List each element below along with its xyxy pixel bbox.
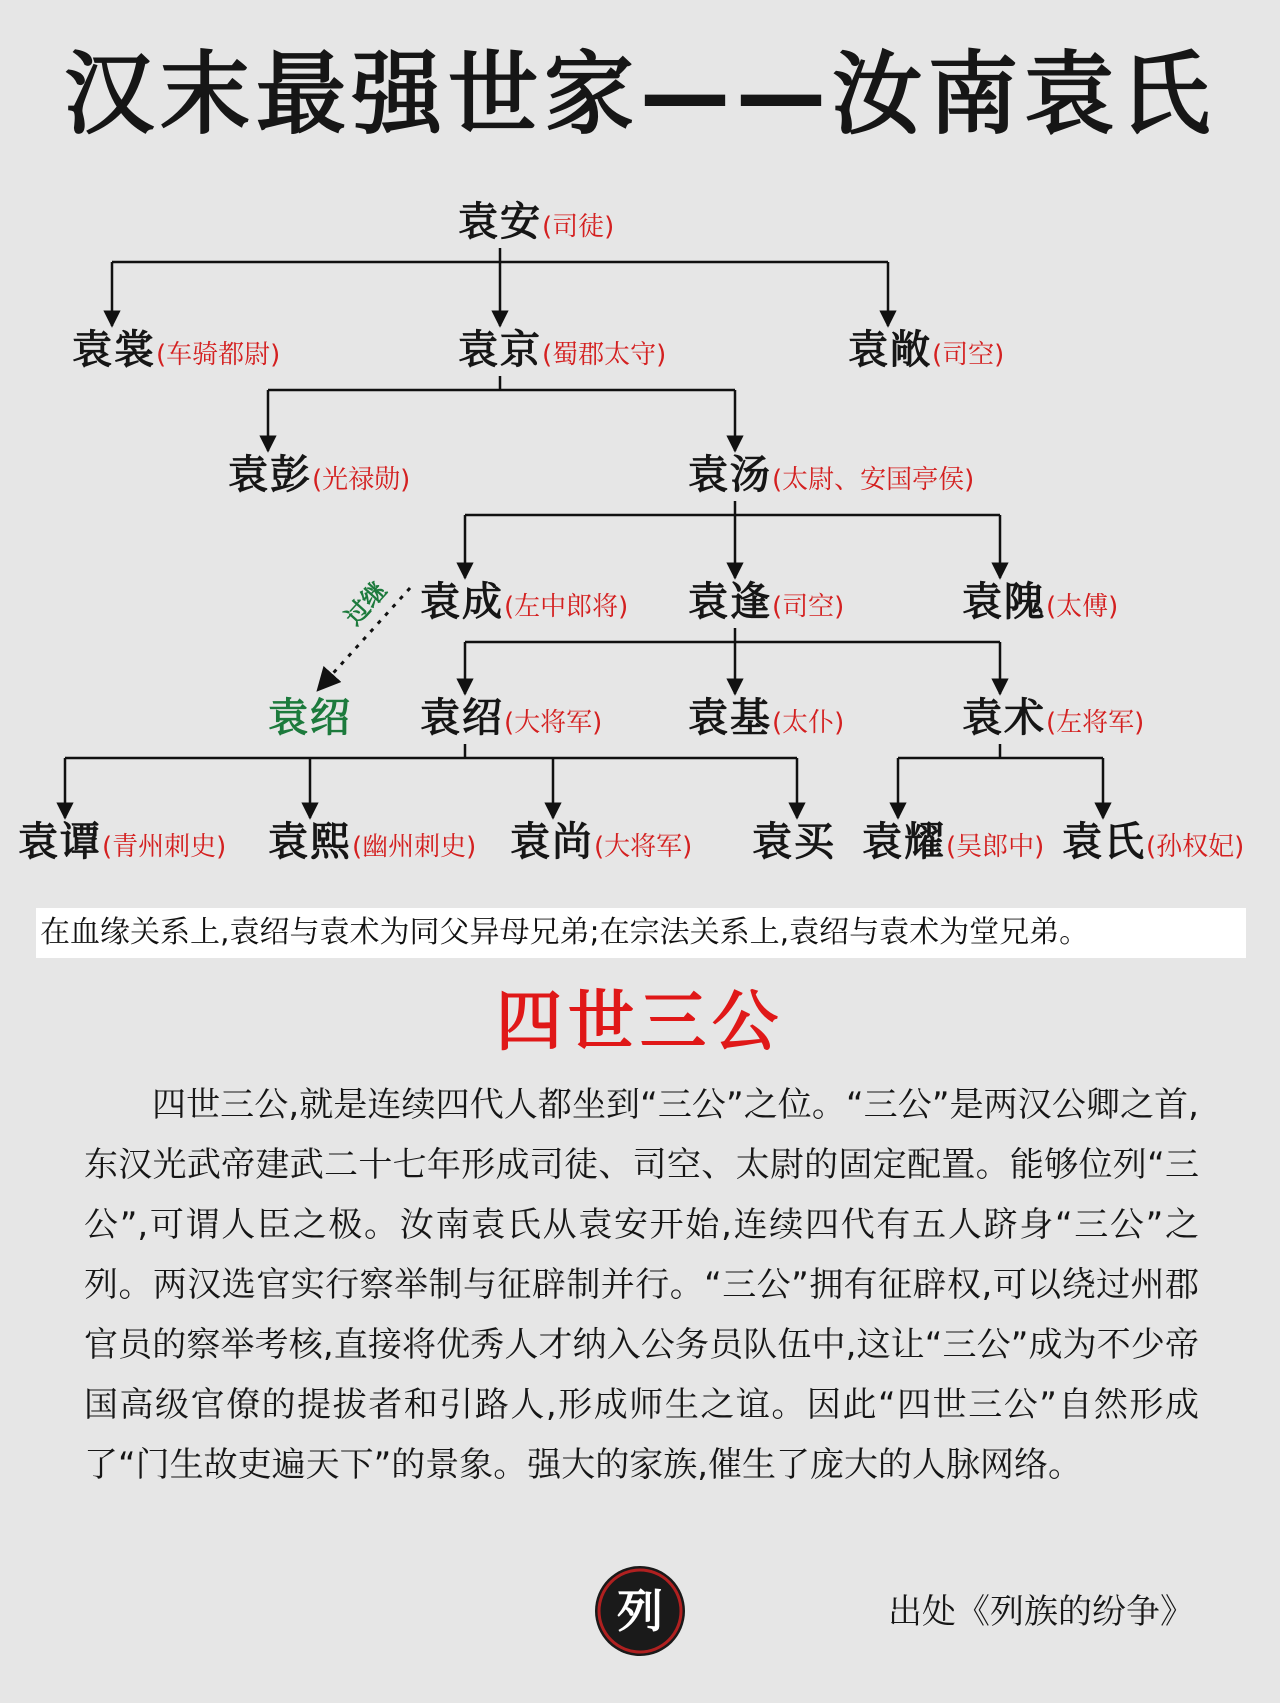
- tree-node-mai: [752, 817, 836, 867]
- page-title: 汉末最强世家——汝南袁氏: [64, 42, 1216, 147]
- tree-node-shu: [962, 693, 1144, 743]
- person-name: 袁隗: [962, 579, 1046, 625]
- tree-node-feng: [688, 577, 844, 627]
- adoption-label: 过继: [339, 576, 393, 631]
- body-paragraph: 四世三公,就是连续四代人都坐到“三公”之位。“三公”是两汉公卿之首,东汉光武帝建武二十七年形成司徒、司空、太尉的固定配置。能够位列“三公”,可谓人臣之极。汝南袁氏从袁安开始,连续四代有五人跻身“三公”之列。两汉选官实行察举制与征辟制并行。“三公”拥有征辟权,可以绕过州郡官员的察举考核,直接将优秀人才纳入公务员队伍中,这让“三公”成为不少帝国高级官僚的提拔者和引路人,形成师生之谊。因此“四世三公”自然形成了“门生故吏遍天下”的景象。强大的家族,催生了庞大的人脉网络。: [84, 1085, 1199, 1485]
- tree-node-yao: [862, 817, 1044, 867]
- official-title: (青州刺史): [102, 832, 227, 862]
- official-title: (幽州刺史): [352, 832, 477, 862]
- section-title: 四世三公: [496, 983, 784, 1060]
- tree-node-ji: [688, 693, 844, 743]
- tree-node-cheng: [420, 577, 628, 627]
- person-name: 袁氏: [1062, 819, 1146, 865]
- official-title: (太傅): [1046, 592, 1119, 622]
- person-name: 袁谭: [18, 819, 102, 865]
- tree-node-peng: [228, 450, 410, 500]
- person-name: 袁逢: [688, 579, 772, 625]
- svg-text:列: 列: [617, 1584, 663, 1638]
- official-title: (司徒): [542, 212, 615, 242]
- tree-node-wei: [962, 577, 1118, 627]
- person-name: 袁安: [458, 199, 542, 245]
- tree-node-chang: [72, 325, 280, 375]
- person-name: 袁术: [962, 695, 1046, 741]
- person-name: 袁耀: [862, 819, 946, 865]
- official-title: (大将军): [594, 832, 693, 862]
- official-title: (太尉、安国亭侯): [772, 465, 975, 495]
- official-title: (光禄勋): [312, 465, 411, 495]
- official-title: (车骑都尉): [156, 340, 281, 370]
- person-name: 袁尚: [510, 819, 594, 865]
- person-name: 袁汤: [688, 452, 772, 498]
- person-name: 袁成: [420, 579, 504, 625]
- official-title: (司空): [932, 340, 1005, 370]
- person-name: 袁裳: [72, 327, 156, 373]
- person-name: 袁敞: [848, 327, 932, 373]
- tree-node-tan: [18, 817, 226, 867]
- tree-node-tang: [688, 450, 974, 500]
- official-title: (司空): [772, 592, 845, 622]
- person-name: 袁基: [688, 695, 772, 741]
- person-name: 袁彭: [228, 452, 312, 498]
- tree-node-jing: [458, 325, 666, 375]
- official-title: (左将军): [1046, 708, 1145, 738]
- official-title: (左中郎将): [504, 592, 629, 622]
- tree-node-shao: [420, 693, 602, 743]
- tree-node-shi: [1062, 817, 1244, 867]
- logo-seal-icon: [592, 1563, 688, 1659]
- person-name: 袁绍: [268, 695, 352, 741]
- person-name: 袁绍: [420, 695, 504, 741]
- tree-node-shao_adopt: [268, 693, 352, 743]
- official-title: (孙权妃): [1146, 832, 1245, 862]
- source-citation: 出处《列族的纷争》: [888, 1592, 1194, 1632]
- person-name: 袁买: [752, 819, 836, 865]
- person-name: 袁熙: [268, 819, 352, 865]
- person-name: 袁京: [458, 327, 542, 373]
- official-title: (吴郎中): [946, 832, 1045, 862]
- tree-node-chang2: [848, 325, 1004, 375]
- tree-node-an: [458, 197, 614, 247]
- official-title: (太仆): [772, 708, 845, 738]
- official-title: (大将军): [504, 708, 603, 738]
- tree-node-xi: [268, 817, 476, 867]
- tree-node-shang: [510, 817, 692, 867]
- official-title: (蜀郡太守): [542, 340, 667, 370]
- relationship-note: 在血缘关系上,袁绍与袁术为同父异母兄弟;在宗法关系上,袁绍与袁术为堂兄弟。: [36, 908, 1246, 958]
